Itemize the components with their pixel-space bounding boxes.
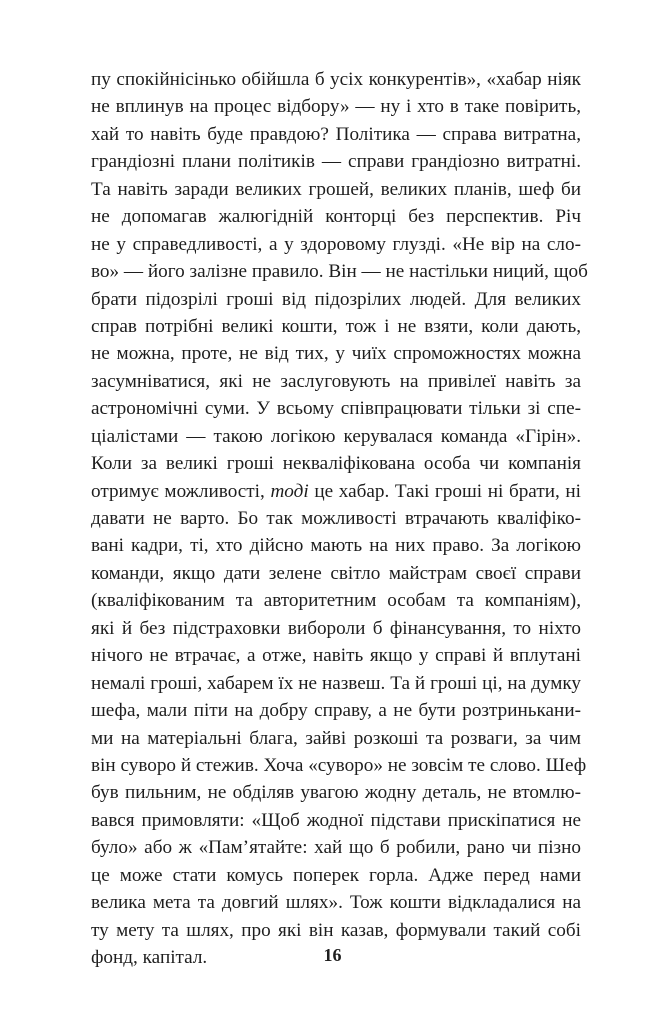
text-line: не можна, проте, не від тих, у чиїх спроможностях можна [91,343,581,365]
text-line: команди, якщо дати зелене світло майстрам своєї справи [91,562,581,584]
text-line: було» або ж «Пам’ятайте: хай що б робили, рано чи пізно [91,837,581,859]
text-line: брати підозрілі гроші від підозрілих людей. Для великих [91,288,581,310]
text-line: ціалістами — такою логікою керувалася команда «Гірін». [91,425,581,447]
text-line: вані кадри, ті, хто дійсно мають на них право. За логікою [91,535,581,557]
text-line: був пильним, не обділяв увагою жодну деталь, не втомлю- [91,782,581,804]
text-line: Коли за великі гроші некваліфікована особа чи компанія [91,453,581,475]
text-line: не у справедливості, а у здоровому глузді. «Не вір на сло- [91,233,581,255]
text-line: (кваліфікованим та авторитетним особам та компаніям), [91,590,581,612]
text-line: він суворо й стежив. Хоча «суворо» не зовсім те слово. Шеф [91,754,587,776]
text-line: шефа, мали піти на добру справу, а не бути розтринькани- [91,700,581,722]
text-line: велика мета та довгий шлях». Тож кошти відкладалися на [91,892,581,914]
text-line: справ потрібні великі кошти, тож і не взяти, коли дають, [91,315,581,337]
text-line: грандіозні плани політиків — справи грандіозно витратні. [91,151,581,173]
text-line: астрономічні суми. У всьому співпрацювати тільки зі спе- [91,398,581,420]
text-line: хай то навіть буде правдою? Політика — справа витратна, [91,123,581,145]
text-line: засумніватися, які не заслуговують на привілеї навіть за [91,370,581,392]
emphasized-word: тоді [270,480,309,502]
line-segment: отримує можливості, [91,480,271,502]
line-segment: це хабар. Такі гроші ні брати, ні [308,480,581,502]
text-line: ми на матеріальні блага, зайві розкоші та розваги, за чим [91,727,581,749]
text-line: це може стати комусь поперек горла. Адже перед нами [91,864,581,886]
text-line: давати не варто. Бо так можливості втрачають кваліфіко- [91,508,581,529]
text-line-last: фонд, капітал. [91,947,208,968]
text-line: не вплинув на процес відбору» — ну і хто в таке повірить, [91,96,581,118]
text-line: які й без підстраховки вибороли б фінансування, то ніхто [91,617,581,639]
text-line: немалі гроші, хабарем їх не назвеш. Та й гроші ці, на думку [91,672,581,694]
page-number: 16 [323,945,342,965]
body-text [91,66,588,971]
text-line: вався примовляти: «Щоб жодної підстави прискіпатися не [91,809,581,831]
text-line: нічого не втрачає, а отже, навіть якщо у справі й вплутані [91,645,581,667]
text-line: ту мету та шлях, про які він казав, формували такий собі [91,919,581,941]
text-line: Та навіть заради великих грошей, великих планів, шеф би [91,178,581,200]
text-line: не допомагав жалюгідній конторці без перспектив. Річ [91,206,581,228]
text-line-with-emphasis [91,478,581,505]
text-line: пу спокійнісінько обійшла б усіх конкурентів», «хабар ніяк [91,69,581,90]
text-line: во» — його залізне правило. Він — не настільки ниций, щоб [91,261,588,283]
